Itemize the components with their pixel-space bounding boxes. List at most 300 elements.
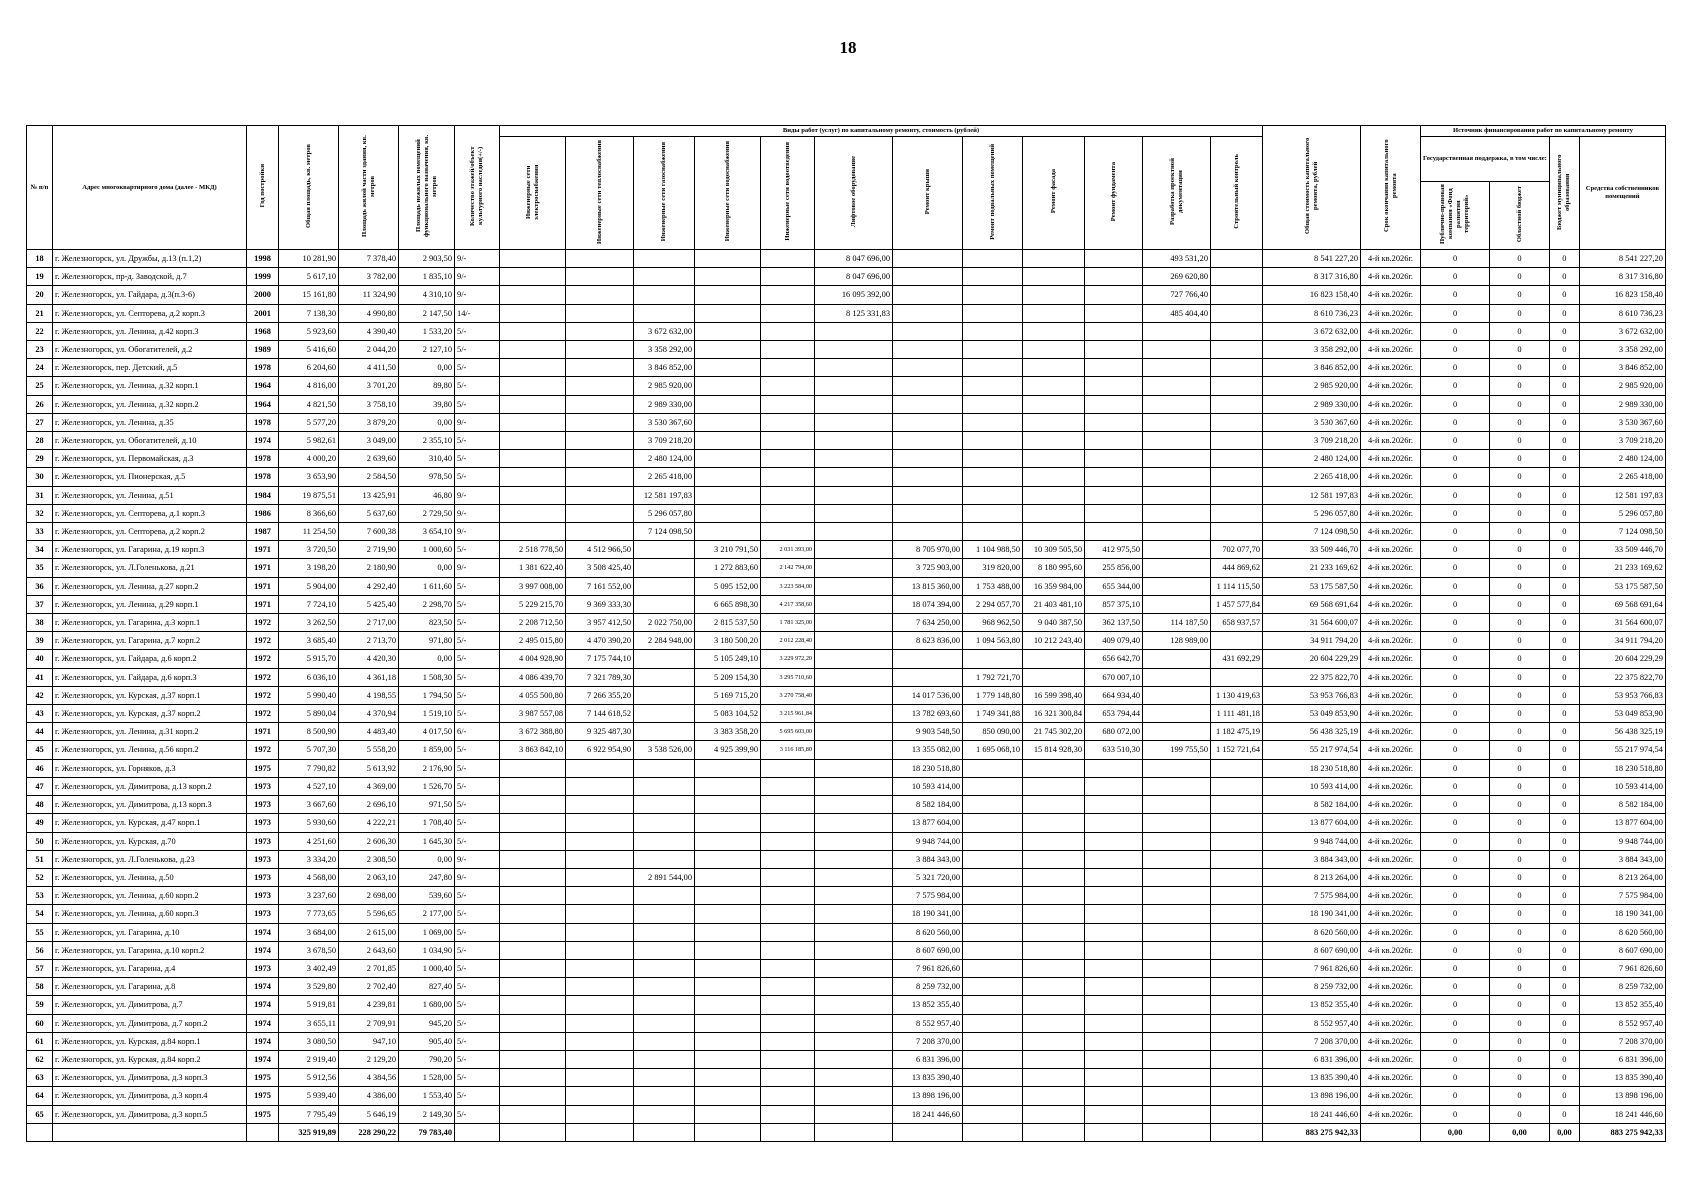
row-fund-territories: 0: [1421, 322, 1490, 340]
row-year: 1964: [247, 395, 279, 413]
row-work-water: [695, 923, 761, 941]
row-work-design: [1143, 1050, 1211, 1068]
row-work-electro: [500, 322, 566, 340]
row-year: 1964: [247, 377, 279, 395]
row-work-foundation: [1085, 359, 1143, 377]
row-floors: 5/-: [455, 432, 500, 450]
row-work-drain: [761, 377, 815, 395]
row-work-basement: [963, 250, 1023, 268]
row-owners-funds: 8 620 560,00: [1579, 923, 1665, 941]
table-row: [27, 322, 1666, 340]
row-work-drain: [761, 796, 815, 814]
row-year: 1987: [247, 523, 279, 541]
row-year: 1974: [247, 923, 279, 941]
row-work-drain: [761, 504, 815, 522]
row-total-area: 7 138,30: [279, 304, 339, 322]
total-fund: 0,00: [1421, 1123, 1490, 1141]
row-work-gas: [634, 268, 695, 286]
row-year: 1973: [247, 777, 279, 795]
row-regional-budget: 0: [1490, 923, 1550, 941]
row-nonres-area: 823,50: [399, 614, 455, 632]
row-number: 50: [27, 832, 53, 850]
row-regional-budget: 0: [1490, 941, 1550, 959]
row-municipal-budget: 0: [1549, 796, 1579, 814]
row-work-gas: 2 480 124,00: [634, 450, 695, 468]
row-work-drain: [761, 322, 815, 340]
row-work-water: 5 169 715,20: [695, 686, 761, 704]
row-total-cost: 13 852 355,40: [1263, 996, 1361, 1014]
row-municipal-budget: 0: [1549, 432, 1579, 450]
row-work-design: [1143, 377, 1211, 395]
row-work-heat: [566, 413, 634, 431]
row-work-basement: 319 820,00: [963, 559, 1023, 577]
row-work-drain: [761, 413, 815, 431]
row-fund-territories: 0: [1421, 341, 1490, 359]
row-work-control: [1211, 868, 1263, 886]
row-work-foundation: [1085, 759, 1143, 777]
row-fund-territories: 0: [1421, 1050, 1490, 1068]
row-work-facade: 10 309 505,50: [1023, 541, 1085, 559]
row-address: г. Железногорск, ул. Ленина, д.56 корп.2: [53, 741, 247, 759]
row-year: 1975: [247, 1069, 279, 1087]
row-municipal-budget: 0: [1549, 504, 1579, 522]
row-floors: 9/-: [455, 850, 500, 868]
row-floors: 5/-: [455, 978, 500, 996]
row-municipal-budget: 0: [1549, 959, 1579, 977]
row-work-drain: [761, 887, 815, 905]
row-work-gas: [634, 650, 695, 668]
row-work-foundation: 362 137,50: [1085, 614, 1143, 632]
row-work-drain: [761, 450, 815, 468]
row-work-foundation: [1085, 1014, 1143, 1032]
row-floors: 5/-: [455, 1032, 500, 1050]
row-nonres-area: 3 654,10: [399, 523, 455, 541]
row-address: г. Железногорск, ул. Пионерская, д.5: [53, 468, 247, 486]
row-work-heat: [566, 868, 634, 886]
row-address: г. Железногорск, ул. Обогатителей, д.10: [53, 432, 247, 450]
row-work-electro: [500, 777, 566, 795]
row-work-basement: [963, 395, 1023, 413]
row-work-lift: [815, 1087, 893, 1105]
row-address: г. Железногорск, ул. Гагарина, д.8: [53, 978, 247, 996]
row-deadline: 4-й кв.2026г.: [1361, 996, 1421, 1014]
row-work-drain: 2 012 228,40: [761, 632, 815, 650]
row-floors: 9/-: [455, 250, 500, 268]
row-address: г. Железногорск, ул. Л.Голенькова, д.23: [53, 850, 247, 868]
row-owners-funds: 8 213 264,00: [1579, 868, 1665, 886]
row-work-facade: [1023, 377, 1085, 395]
row-work-heat: 4 512 966,50: [566, 541, 634, 559]
row-work-water: [695, 1087, 761, 1105]
row-work-gas: 2 284 948,00: [634, 632, 695, 650]
row-living-area: 2 717,00: [339, 614, 399, 632]
total-mun: 0,00: [1549, 1123, 1579, 1141]
row-municipal-budget: 0: [1549, 1032, 1579, 1050]
row-municipal-budget: 0: [1549, 1069, 1579, 1087]
row-work-basement: [963, 341, 1023, 359]
header-work-electro: Инженерные сети электроснабжения: [500, 137, 566, 250]
row-deadline: 4-й кв.2026г.: [1361, 359, 1421, 377]
row-work-facade: [1023, 1105, 1085, 1123]
row-municipal-budget: 0: [1549, 978, 1579, 996]
row-work-foundation: [1085, 377, 1143, 395]
row-work-heat: [566, 504, 634, 522]
row-work-design: [1143, 868, 1211, 886]
row-year: 1973: [247, 832, 279, 850]
table-row: [27, 923, 1666, 941]
row-number: 32: [27, 504, 53, 522]
header-nonres-area: Площадь нежилых помещений функционального назначения, кв. метров: [399, 126, 455, 250]
row-year: 1972: [247, 741, 279, 759]
row-living-area: 4 198,55: [339, 686, 399, 704]
row-work-drain: [761, 777, 815, 795]
row-address: г. Железногорск, ул. Ленина, д.32 корп.2: [53, 395, 247, 413]
row-municipal-budget: 0: [1549, 304, 1579, 322]
row-nonres-area: 247,80: [399, 868, 455, 886]
header-work-water: Инженерные сети водоснабжения: [695, 137, 761, 250]
row-work-heat: [566, 1105, 634, 1123]
row-work-design: [1143, 559, 1211, 577]
row-work-water: [695, 814, 761, 832]
row-work-foundation: [1085, 905, 1143, 923]
row-regional-budget: 0: [1490, 595, 1550, 613]
row-number: 33: [27, 523, 53, 541]
row-address: г. Железногорск, ул. Горняков, д.3: [53, 759, 247, 777]
row-floors: 5/-: [455, 632, 500, 650]
row-year: 1974: [247, 1014, 279, 1032]
row-work-basement: 1 792 721,70: [963, 668, 1023, 686]
row-work-basement: [963, 923, 1023, 941]
table-row: [27, 395, 1666, 413]
row-work-foundation: 655 344,00: [1085, 577, 1143, 595]
row-living-area: 5 613,92: [339, 759, 399, 777]
row-year: 1974: [247, 941, 279, 959]
row-fund-territories: 0: [1421, 1014, 1490, 1032]
table-row: [27, 595, 1666, 613]
row-work-foundation: 656 642,70: [1085, 650, 1143, 668]
row-year: 1973: [247, 887, 279, 905]
table-row: [27, 868, 1666, 886]
row-work-heat: [566, 304, 634, 322]
row-nonres-area: 0,00: [399, 650, 455, 668]
row-work-drain: 3 270 758,40: [761, 686, 815, 704]
row-owners-funds: 9 948 744,00: [1579, 832, 1665, 850]
row-regional-budget: 0: [1490, 796, 1550, 814]
row-work-electro: 3 987 557,08: [500, 705, 566, 723]
row-work-drain: [761, 359, 815, 377]
row-municipal-budget: 0: [1549, 595, 1579, 613]
row-fund-territories: 0: [1421, 450, 1490, 468]
row-work-control: 658 937,57: [1211, 614, 1263, 632]
row-work-design: [1143, 1087, 1211, 1105]
row-work-lift: [815, 632, 893, 650]
row-floors: 5/-: [455, 614, 500, 632]
row-work-lift: [815, 359, 893, 377]
row-work-lift: [815, 978, 893, 996]
row-total-area: 8 500,90: [279, 723, 339, 741]
row-work-roof: [893, 286, 963, 304]
row-municipal-budget: 0: [1549, 759, 1579, 777]
row-work-foundation: [1085, 1105, 1143, 1123]
row-work-design: [1143, 541, 1211, 559]
table-row: [27, 413, 1666, 431]
row-work-electro: [500, 395, 566, 413]
row-total-area: 4 821,50: [279, 395, 339, 413]
row-work-heat: [566, 996, 634, 1014]
row-year: 2000: [247, 286, 279, 304]
row-floors: 5/-: [455, 395, 500, 413]
row-fund-territories: 0: [1421, 686, 1490, 704]
row-work-electro: [500, 468, 566, 486]
row-living-area: 2 702,40: [339, 978, 399, 996]
row-work-water: 4 925 399,90: [695, 741, 761, 759]
row-work-gas: [634, 850, 695, 868]
row-nonres-area: 1 533,20: [399, 322, 455, 340]
row-work-roof: [893, 468, 963, 486]
row-number: 45: [27, 741, 53, 759]
row-floors: 5/-: [455, 905, 500, 923]
row-work-lift: [815, 1050, 893, 1068]
row-owners-funds: 3 884 343,00: [1579, 850, 1665, 868]
row-total-area: 5 707,30: [279, 741, 339, 759]
row-work-gas: [634, 1105, 695, 1123]
row-work-water: [695, 523, 761, 541]
row-work-foundation: [1085, 341, 1143, 359]
row-number: 36: [27, 577, 53, 595]
row-regional-budget: 0: [1490, 541, 1550, 559]
row-owners-funds: 13 877 604,00: [1579, 814, 1665, 832]
row-number: 20: [27, 286, 53, 304]
row-total-area: 5 912,56: [279, 1069, 339, 1087]
row-work-heat: 7 321 789,30: [566, 668, 634, 686]
row-floors: 5/-: [455, 359, 500, 377]
row-address: г. Железногорск, ул. Ленина, д.60 корп.2: [53, 887, 247, 905]
row-year: 1975: [247, 1105, 279, 1123]
row-work-foundation: [1085, 868, 1143, 886]
row-work-roof: [893, 432, 963, 450]
row-work-basement: 968 962,50: [963, 614, 1023, 632]
row-work-water: [695, 395, 761, 413]
row-work-basement: [963, 832, 1023, 850]
row-work-lift: [815, 832, 893, 850]
total-empty-cell: [963, 1123, 1023, 1141]
row-number: 27: [27, 413, 53, 431]
header-fund-territories: Публично-правовая компания «Фонд развития территорий»: [1421, 182, 1490, 250]
row-work-facade: [1023, 777, 1085, 795]
row-total-area: 3 684,00: [279, 923, 339, 941]
row-work-water: [695, 941, 761, 959]
row-work-electro: [500, 432, 566, 450]
row-municipal-budget: 0: [1549, 650, 1579, 668]
row-work-drain: [761, 1105, 815, 1123]
row-work-heat: [566, 286, 634, 304]
row-work-drain: [761, 759, 815, 777]
row-fund-territories: 0: [1421, 395, 1490, 413]
row-living-area: 4 222,21: [339, 814, 399, 832]
table-row: [27, 796, 1666, 814]
row-deadline: 4-й кв.2026г.: [1361, 632, 1421, 650]
row-number: 47: [27, 777, 53, 795]
row-municipal-budget: 0: [1549, 887, 1579, 905]
row-work-basement: 850 090,00: [963, 723, 1023, 741]
row-year: 1978: [247, 450, 279, 468]
row-municipal-budget: 0: [1549, 705, 1579, 723]
row-work-facade: 21 403 481,10: [1023, 595, 1085, 613]
row-work-heat: [566, 468, 634, 486]
row-work-foundation: [1085, 832, 1143, 850]
row-floors: 5/-: [455, 541, 500, 559]
row-work-basement: [963, 450, 1023, 468]
row-work-heat: 7 144 618,52: [566, 705, 634, 723]
row-floors: 9/-: [455, 523, 500, 541]
row-work-gas: [634, 1050, 695, 1068]
row-work-lift: [815, 868, 893, 886]
row-work-gas: [634, 1014, 695, 1032]
row-work-design: [1143, 1032, 1211, 1050]
row-owners-funds: 3 672 632,00: [1579, 322, 1665, 340]
row-total-cost: 2 480 124,00: [1263, 450, 1361, 468]
total-empty-cell: [815, 1123, 893, 1141]
row-work-electro: [500, 359, 566, 377]
row-work-drain: [761, 432, 815, 450]
row-number: 52: [27, 868, 53, 886]
row-work-lift: [815, 413, 893, 431]
row-regional-budget: 0: [1490, 1014, 1550, 1032]
row-number: 41: [27, 668, 53, 686]
row-year: 1975: [247, 759, 279, 777]
row-fund-territories: 0: [1421, 923, 1490, 941]
row-living-area: 4 361,18: [339, 668, 399, 686]
row-living-area: 4 483,40: [339, 723, 399, 741]
row-work-control: 1 182 475,19: [1211, 723, 1263, 741]
row-total-cost: 13 898 196,00: [1263, 1087, 1361, 1105]
row-work-roof: 3 884 343,00: [893, 850, 963, 868]
row-work-gas: [634, 832, 695, 850]
row-work-basement: [963, 650, 1023, 668]
row-work-foundation: [1085, 814, 1143, 832]
row-work-foundation: 857 375,10: [1085, 595, 1143, 613]
row-municipal-budget: 0: [1549, 286, 1579, 304]
row-floors: 9/-: [455, 413, 500, 431]
row-municipal-budget: 0: [1549, 923, 1579, 941]
row-work-facade: [1023, 432, 1085, 450]
row-deadline: 4-й кв.2026г.: [1361, 322, 1421, 340]
row-work-electro: [500, 887, 566, 905]
row-work-basement: [963, 504, 1023, 522]
row-total-cost: 2 985 920,00: [1263, 377, 1361, 395]
row-owners-funds: 6 831 396,00: [1579, 1050, 1665, 1068]
row-year: 1978: [247, 413, 279, 431]
row-floors: 5/-: [455, 1069, 500, 1087]
row-regional-budget: 0: [1490, 1087, 1550, 1105]
row-work-electro: 5 229 215,70: [500, 595, 566, 613]
row-work-foundation: 633 510,30: [1085, 741, 1143, 759]
row-deadline: 4-й кв.2026г.: [1361, 523, 1421, 541]
row-nonres-area: 1 000,40: [399, 959, 455, 977]
table-row: [27, 432, 1666, 450]
row-work-design: 269 620,80: [1143, 268, 1211, 286]
row-work-water: [695, 887, 761, 905]
row-work-heat: [566, 322, 634, 340]
row-work-facade: 8 180 995,60: [1023, 559, 1085, 577]
row-fund-territories: 0: [1421, 523, 1490, 541]
row-nonres-area: 2 355,10: [399, 432, 455, 450]
row-work-lift: [815, 450, 893, 468]
row-floors: 5/-: [455, 705, 500, 723]
row-regional-budget: 0: [1490, 413, 1550, 431]
row-work-facade: [1023, 395, 1085, 413]
row-regional-budget: 0: [1490, 759, 1550, 777]
row-total-cost: 18 241 446,60: [1263, 1105, 1361, 1123]
row-work-water: [695, 959, 761, 977]
row-work-gas: 3 709 218,20: [634, 432, 695, 450]
row-work-facade: [1023, 322, 1085, 340]
row-work-water: [695, 777, 761, 795]
table-row: [27, 759, 1666, 777]
row-address: г. Железногорск, ул. Димитрова, д.3 корп.4: [53, 1087, 247, 1105]
row-deadline: 4-й кв.2026г.: [1361, 377, 1421, 395]
row-municipal-budget: 0: [1549, 541, 1579, 559]
row-municipal-budget: 0: [1549, 741, 1579, 759]
row-nonres-area: 1 069,00: [399, 923, 455, 941]
row-municipal-budget: 0: [1549, 486, 1579, 504]
header-work-lift: Лифтовое оборудование: [815, 137, 893, 250]
row-work-design: [1143, 814, 1211, 832]
row-total-cost: 3 884 343,00: [1263, 850, 1361, 868]
row-work-gas: [634, 304, 695, 322]
row-living-area: 2 639,60: [339, 450, 399, 468]
row-deadline: 4-й кв.2026г.: [1361, 796, 1421, 814]
row-work-electro: 4 004 928,90: [500, 650, 566, 668]
row-work-drain: 4 217 358,60: [761, 595, 815, 613]
row-work-gas: [634, 723, 695, 741]
row-work-gas: [634, 1032, 695, 1050]
row-address: г. Железногорск, ул. Гагарина, д.10: [53, 923, 247, 941]
row-year: 1999: [247, 268, 279, 286]
row-fund-territories: 0: [1421, 905, 1490, 923]
row-owners-funds: 2 265 418,00: [1579, 468, 1665, 486]
row-year: 1971: [247, 541, 279, 559]
row-deadline: 4-й кв.2026г.: [1361, 887, 1421, 905]
row-work-roof: [893, 395, 963, 413]
row-floors: 9/-: [455, 286, 500, 304]
row-living-area: 2 129,20: [339, 1050, 399, 1068]
row-floors: 5/-: [455, 996, 500, 1014]
row-work-heat: 4 470 390,20: [566, 632, 634, 650]
table-row: [27, 377, 1666, 395]
row-work-water: [695, 341, 761, 359]
row-work-roof: [893, 359, 963, 377]
row-living-area: 4 386,00: [339, 1087, 399, 1105]
row-total-cost: 18 230 518,80: [1263, 759, 1361, 777]
row-number: 42: [27, 686, 53, 704]
row-work-water: [695, 1032, 761, 1050]
row-work-water: [695, 413, 761, 431]
row-address: г. Железногорск, ул. Септорева, д.2 корп.3: [53, 304, 247, 322]
row-work-facade: [1023, 923, 1085, 941]
header-work-design: Разработка проектной документации: [1143, 137, 1211, 250]
row-work-foundation: [1085, 395, 1143, 413]
row-work-basement: [963, 486, 1023, 504]
total-empty-cell: [1211, 1123, 1263, 1141]
row-regional-budget: 0: [1490, 650, 1550, 668]
row-work-roof: 8 620 560,00: [893, 923, 963, 941]
row-municipal-budget: 0: [1549, 996, 1579, 1014]
row-work-drain: [761, 395, 815, 413]
header-work-roof: Ремонт крыши: [893, 137, 963, 250]
row-work-drain: 5 695 603,00: [761, 723, 815, 741]
row-work-control: [1211, 923, 1263, 941]
